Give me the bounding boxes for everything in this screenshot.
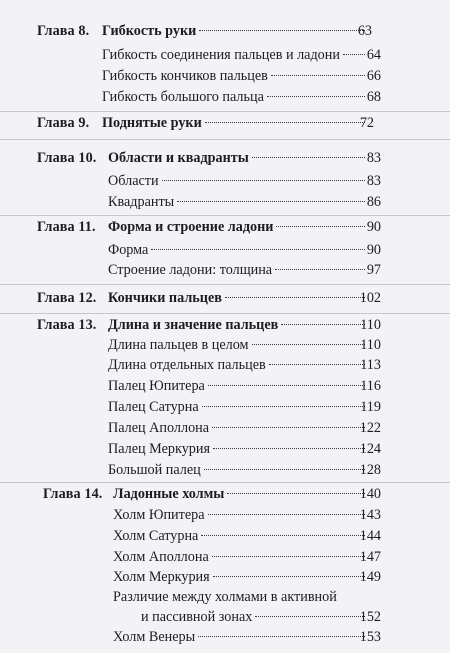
entry-title: Большой палец bbox=[108, 462, 201, 478]
page-number: 90 bbox=[366, 242, 381, 258]
chapter-number: Глава 13. bbox=[37, 317, 97, 333]
page-number: 144 bbox=[359, 528, 381, 544]
toc-entry bbox=[0, 547, 450, 567]
toc-entry bbox=[0, 66, 450, 86]
page-number: 124 bbox=[359, 441, 381, 457]
section-divider bbox=[0, 482, 450, 483]
entry-title: Строение ладони: толщина bbox=[108, 262, 273, 278]
toc-entry bbox=[0, 567, 450, 587]
entry-title: Холм Венеры bbox=[113, 629, 196, 645]
entry-title-line2: и пассивной зонах bbox=[141, 609, 253, 625]
leader-dots bbox=[162, 180, 365, 181]
chapter-number: Глава 8. bbox=[37, 23, 90, 39]
toc-entry-chapter-9 bbox=[0, 113, 450, 133]
page-number: 102 bbox=[359, 290, 381, 306]
entry-title: Квадранты bbox=[108, 194, 175, 210]
chapter-number: Глава 11. bbox=[37, 219, 96, 235]
chapter-title: Форма и строение ладони bbox=[108, 219, 274, 235]
entry-title: Палец Аполлона bbox=[108, 420, 210, 436]
toc-entry bbox=[0, 505, 450, 525]
toc-entry bbox=[0, 627, 450, 647]
page-number: 90 bbox=[366, 219, 381, 235]
entry-title: Холм Аполлона bbox=[113, 549, 209, 565]
chapter-title: Длина и значение пальцев bbox=[108, 317, 279, 333]
entry-title: Гибкость большого пальца bbox=[102, 89, 264, 105]
chapter-title: Ладонные холмы bbox=[113, 486, 225, 502]
entry-title: Холм Меркурия bbox=[113, 569, 210, 585]
section-divider bbox=[0, 215, 450, 216]
entry-title: Гибкость кончиков пальцев bbox=[102, 68, 268, 84]
section-divider bbox=[0, 284, 450, 285]
page-number: 128 bbox=[359, 462, 381, 478]
page-number: 122 bbox=[359, 420, 381, 436]
leader-dots bbox=[177, 201, 365, 202]
page-number: 116 bbox=[360, 378, 381, 394]
toc-entry bbox=[0, 439, 450, 459]
page-number: 140 bbox=[359, 486, 381, 502]
page-number: 83 bbox=[366, 173, 381, 189]
chapter-title: Гибкость руки bbox=[102, 23, 197, 39]
toc-entry bbox=[0, 397, 450, 417]
toc-entry-chapter-11 bbox=[0, 217, 450, 237]
toc-entry bbox=[0, 260, 450, 280]
page-number: 110 bbox=[360, 317, 381, 333]
chapter-title: Кончики пальцев bbox=[108, 290, 222, 306]
toc-entry-chapter-14 bbox=[0, 484, 450, 504]
toc-entry-two-line bbox=[0, 587, 450, 607]
toc-entry bbox=[0, 192, 450, 212]
entry-title-line1: Различие между холмами в активной bbox=[113, 589, 337, 605]
entry-title: Гибкость соединения пальцев и ладони bbox=[102, 47, 340, 63]
leader-dots bbox=[198, 636, 365, 637]
page-number: 68 bbox=[366, 89, 381, 105]
toc-entry bbox=[0, 335, 450, 355]
page-number: 153 bbox=[359, 629, 381, 645]
page-number: 147 bbox=[359, 549, 381, 565]
toc-entry bbox=[0, 418, 450, 438]
toc-entry bbox=[0, 45, 450, 65]
leader-dots bbox=[151, 249, 365, 250]
page-number: 113 bbox=[360, 357, 381, 373]
toc-entry bbox=[0, 355, 450, 375]
entry-title: Длина отдельных пальцев bbox=[108, 357, 266, 373]
page-number: 110 bbox=[360, 337, 381, 353]
chapter-number: Глава 10. bbox=[37, 150, 97, 166]
entry-title: Области bbox=[108, 173, 159, 189]
page-number: 66 bbox=[366, 68, 381, 84]
section-divider bbox=[0, 313, 450, 314]
section-divider bbox=[0, 139, 450, 140]
chapter-number: Глава 12. bbox=[37, 290, 97, 306]
toc-entry bbox=[0, 376, 450, 396]
chapter-title: Поднятые руки bbox=[102, 115, 202, 131]
page-number: 119 bbox=[360, 399, 381, 415]
toc-entry-continued bbox=[0, 607, 450, 627]
entry-title: Палец Юпитера bbox=[108, 378, 205, 394]
toc-entry-chapter-8 bbox=[0, 21, 450, 41]
page-number: 86 bbox=[366, 194, 381, 210]
chapter-number: Глава 9. bbox=[37, 115, 90, 131]
toc-entry bbox=[0, 240, 450, 260]
section-divider bbox=[0, 111, 450, 112]
toc-entry-chapter-12 bbox=[0, 288, 450, 308]
page-number: 83 bbox=[366, 150, 381, 166]
chapter-title: Области и квадранты bbox=[108, 150, 249, 166]
toc-entry bbox=[0, 460, 450, 480]
toc-entry bbox=[0, 87, 450, 107]
toc-entry-chapter-13 bbox=[0, 315, 450, 335]
chapter-number: Глава 14. bbox=[43, 486, 103, 502]
toc-entry bbox=[0, 171, 450, 191]
entry-title: Холм Юпитера bbox=[113, 507, 205, 523]
entry-title: Длина пальцев в целом bbox=[108, 337, 249, 353]
page-number: 63 bbox=[357, 23, 372, 39]
entry-title: Палец Сатурна bbox=[108, 399, 199, 415]
page-number: 149 bbox=[359, 569, 381, 585]
page-number: 143 bbox=[359, 507, 381, 523]
entry-title: Форма bbox=[108, 242, 149, 258]
page-number: 152 bbox=[359, 609, 381, 625]
toc-entry-chapter-10 bbox=[0, 148, 450, 168]
page-number: 97 bbox=[366, 262, 381, 278]
entry-title: Холм Сатурна bbox=[113, 528, 199, 544]
entry-title: Палец Меркурия bbox=[108, 441, 211, 457]
page-number: 72 bbox=[359, 115, 374, 131]
toc-entry bbox=[0, 526, 450, 546]
page-number: 64 bbox=[366, 47, 381, 63]
